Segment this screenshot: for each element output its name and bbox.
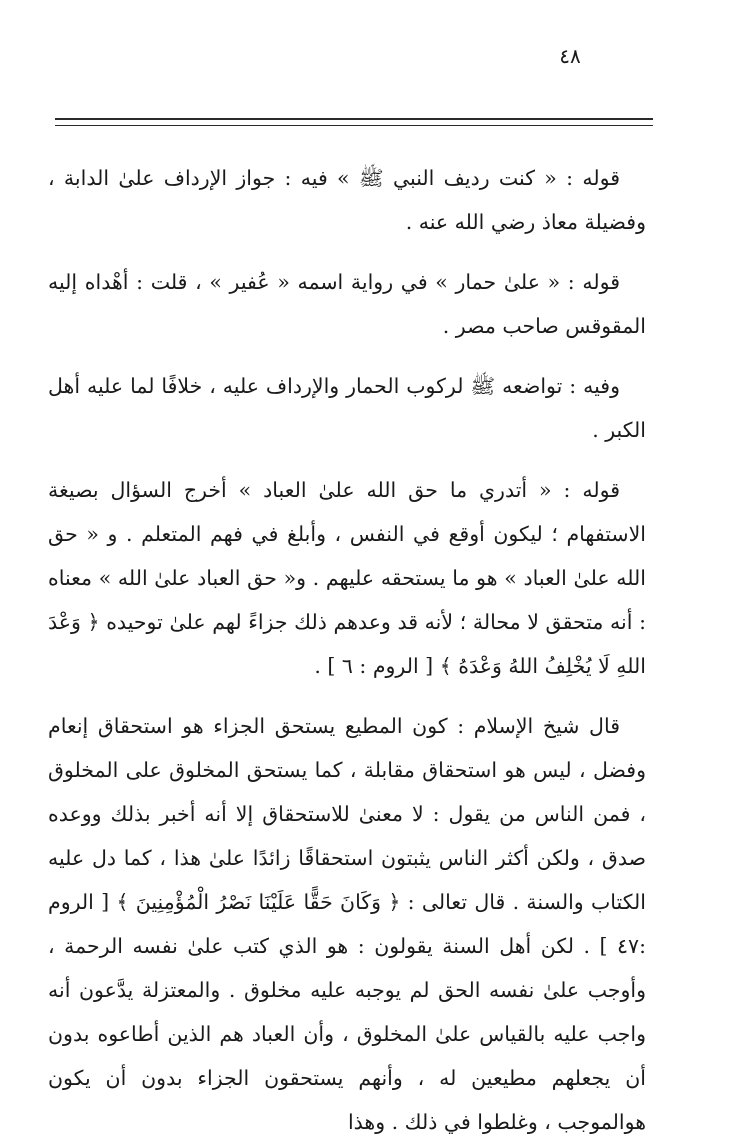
paragraph-himar: قوله : « علىٰ حمار » في رواية اسمه « عُفير » ، قلت : أهْداه إليه المقوقس صاحب مصر . [48, 270, 646, 338]
page-body [48, 156, 646, 1144]
header-rule-thin [55, 125, 653, 126]
paragraph-haqq-allah: قوله : « أتدري ما حق الله علىٰ العباد » أخرج السؤال بصيغة الاستفهام ؛ ليكون أوقع في النفس ، وأبلغ في فهم المتعلم . و « حق الله علىٰ العباد » هو ما يستحقه عليهم . و« حق العباد علىٰ الله » معناه : أنه متحقق لا محالة ؛ لأنه قد وعدهم ذلك جزاءً لهم علىٰ توحيده ﴿ وَعْدَ اللهِ لَا يُخْلِفُ اللهُ وَعْدَهُ ﴾ [ الروم : ٦ ] . [48, 478, 646, 678]
paragraph-tawadu: وفيه : تواضعه ﷺ لركوب الحمار والإرداف عليه ، خلافًا لما عليه أهل الكبر . [48, 374, 646, 442]
paragraph-shaykh-al-islam: قال شيخ الإسلام : كون المطيع يستحق الجزاء هو استحقاق إنعام وفضل ، ليس هو استحقاق مقابلة ، كما يستحق المخلوق على المخلوق ، فمن الناس من يقول : لا معنىٰ للاستحقاق إلا أنه أخبر بذلك ووعده صدق ، ولكن أكثر الناس يثبتون استحقاقًا زائدًا علىٰ هذا ، كما دل عليه الكتاب والسنة . قال تعالى : ﴿ وَكَانَ حَقًّا عَلَيْنَا نَصْرُ الْمُؤْمِنِينَ ﴾ [ الروم :٤٧ ] . لكن أهل السنة يقولون : هو الذي كتب علىٰ نفسه الرحمة ، وأوجب علىٰ نفسه الحق لم يوجبه عليه مخلوق . والمعتزلة يدَّعون أنه واجب عليه بالقياس علىٰ المخلوق ، وأن العباد هم الذين أطاعوه بدون أن يجعلهم مطيعين له ، وأنهم يستحقون الجزاء بدون أن يكون هوالموجب ، وغلطوا في ذلك . وهذا [48, 714, 646, 1134]
header-rule-thick [55, 118, 653, 120]
paragraph-radif: قوله : « كنت رديف النبي ﷺ » فيه : جواز الإرداف علىٰ الدابة ، وفضيلة معاذ رضي الله عنه . [48, 166, 646, 234]
page-number: ٤٨ [559, 44, 581, 68]
